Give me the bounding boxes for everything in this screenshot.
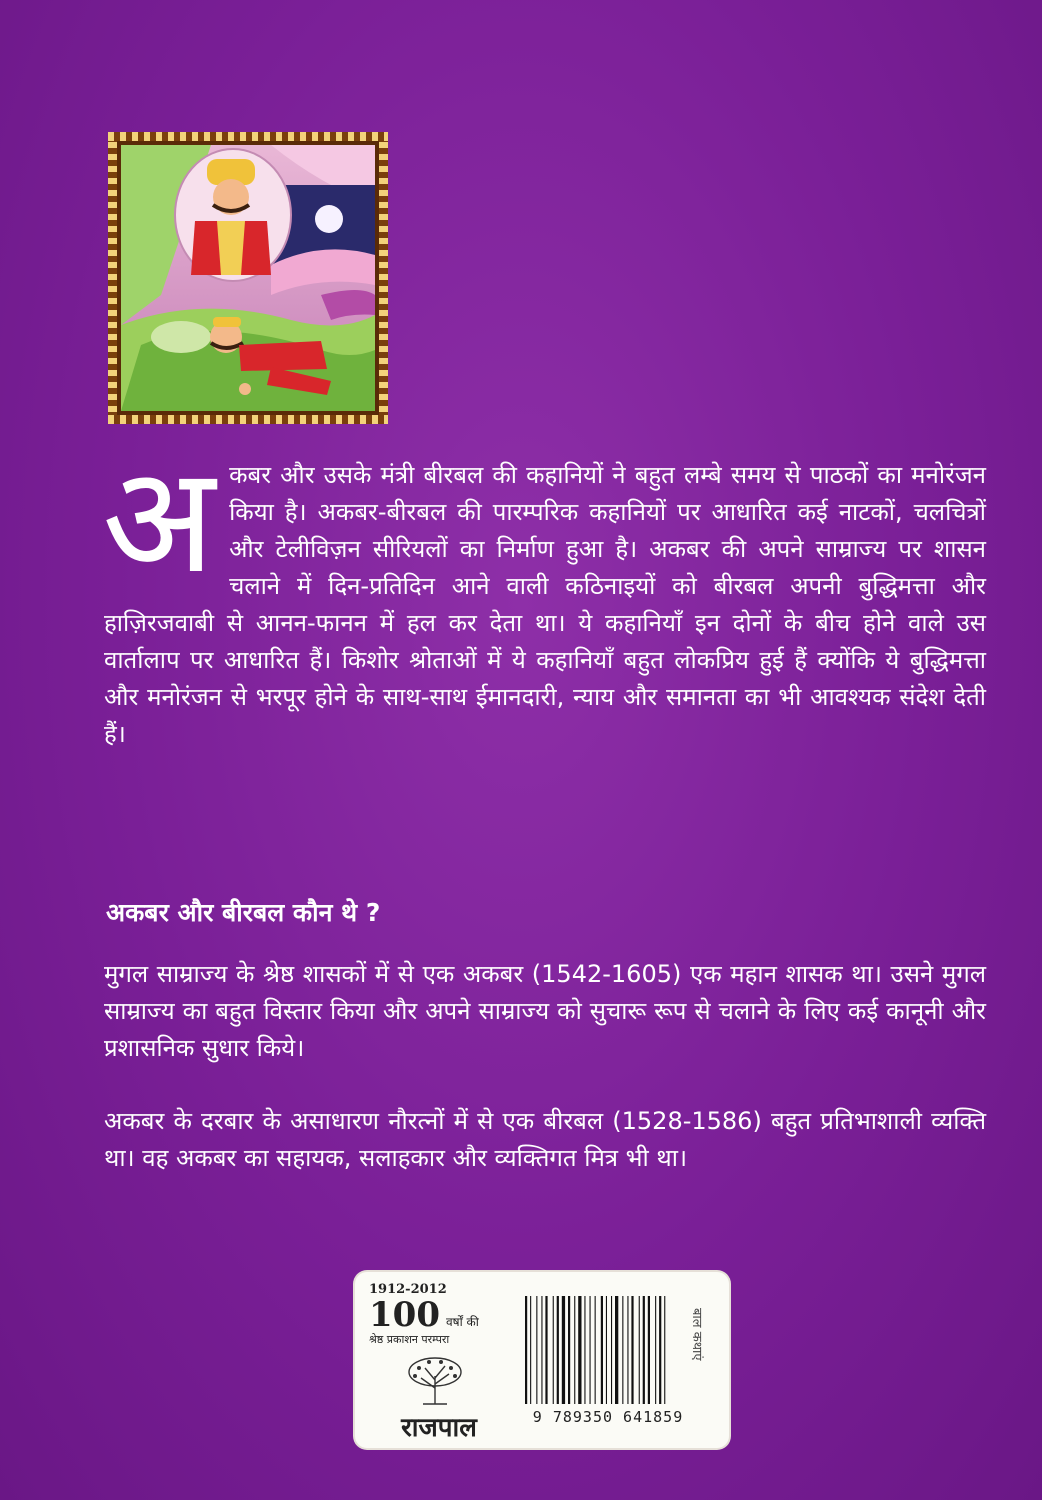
barcode-bar [545, 1296, 547, 1404]
barcode-bar [648, 1296, 650, 1404]
centenary-suffix: वर्षों की [445, 1315, 479, 1329]
centenary-years: 1912-2012 [369, 1282, 447, 1297]
barcode-bar [541, 1296, 542, 1404]
barcode-bar [553, 1296, 554, 1404]
intro-text: कबर और उसके मंत्री बीरबल की कहानियों ने बहुत लम्बे समय से पाठकों का मनोरंजन किया है। अकबर-बीरबल की पारम्परिक कहानियों पर आधारित कई नाटकों, चलचित्रों और टेलीविज़न सीरियलों का निर्माण हुआ है। अकबर की अपने साम्राज्य पर शासन चलाने में दिन-प्रतिदिन आने वाली कठिनाइयों को बीरबल अपनी बुद्धिमत्ता और हाज़िरजवाबी से आनन-फानन में हल कर देता था। ये कहानियाँ इन दोनों के बीच होने वाले उस वार्तालाप पर आधारित हैं। किशोर श्रोताओं में ये कहानियाँ बहुत लोकप्रिय हुई हैं क्योंकि ये बुद्धिमत्ता और मनोरंजन से भरपूर होने के साथ-साथ ईमानदारी, न्याय और समानता का भी आवश्यक संदेश देती हैं। [104, 461, 986, 748]
moon-icon [315, 205, 343, 233]
centenary-number: 100 [369, 1295, 440, 1335]
barcode-bar [664, 1296, 665, 1404]
barcode-bar [622, 1296, 623, 1404]
section-heading: अकबर और बीरबल कौन थे ? [106, 898, 381, 927]
barcode-bar [525, 1296, 527, 1404]
barcode-bar [643, 1296, 645, 1404]
drop-cap: अ [102, 434, 216, 606]
tree-logo-icon [399, 1354, 471, 1406]
barcode-bar [611, 1296, 612, 1404]
barcode-bar [536, 1296, 537, 1404]
barcode-bar [590, 1296, 591, 1404]
barcode-bar [530, 1296, 531, 1404]
barcode-bar [631, 1296, 633, 1404]
barcode-bar [627, 1296, 628, 1404]
barcode-bar [655, 1296, 656, 1404]
barcode-bar [659, 1296, 661, 1404]
barcode-bar [606, 1296, 607, 1404]
barcode-bar [601, 1296, 603, 1404]
akbar-dream-illustration [121, 145, 375, 411]
akbar-paragraph: मुगल साम्राज्य के श्रेष्ठ शासकों में से एक अकबर (1542-1605) एक महान शासक था। उसने मुगल साम्राज्य का बहुत विस्तार किया और अपने साम्राज्य को सुचारू रूप से चलाने के लिए कई कानूनी और प्रशासनिक सुधार किये। [104, 960, 986, 1062]
category-label: बाल कथाएं [689, 1308, 704, 1361]
publisher-label [355, 1272, 729, 1448]
barcode-bar [568, 1296, 570, 1404]
barcode-bar [557, 1296, 559, 1404]
intro-paragraph [102, 434, 986, 753]
cover-illustration [108, 132, 388, 424]
barcode-bar [584, 1296, 585, 1404]
barcode-bar [578, 1296, 581, 1404]
barcode-bar [595, 1296, 596, 1404]
barcode [523, 1296, 693, 1404]
birbal-paragraph: अकबर के दरबार के असाधारण नौरत्नों में से एक बीरबल (1528-1586) बहुत प्रतिभाशाली व्यक्ति था। वह अकबर का सहायक, सलाहकार और व्यक्तिगत मित्र भी था। [104, 1107, 986, 1172]
centenary-tagline: श्रेष्ठ प्रकाशन परम्परा [369, 1333, 450, 1346]
isbn-number: 9 789350 641859 [532, 1408, 684, 1426]
centenary-badge [369, 1282, 519, 1347]
barcode-bar [574, 1296, 575, 1404]
publisher-name: राजपाल [401, 1413, 477, 1443]
barcode-bar [615, 1296, 618, 1404]
barcode-bar [562, 1296, 565, 1404]
barcode-bar [639, 1296, 640, 1404]
